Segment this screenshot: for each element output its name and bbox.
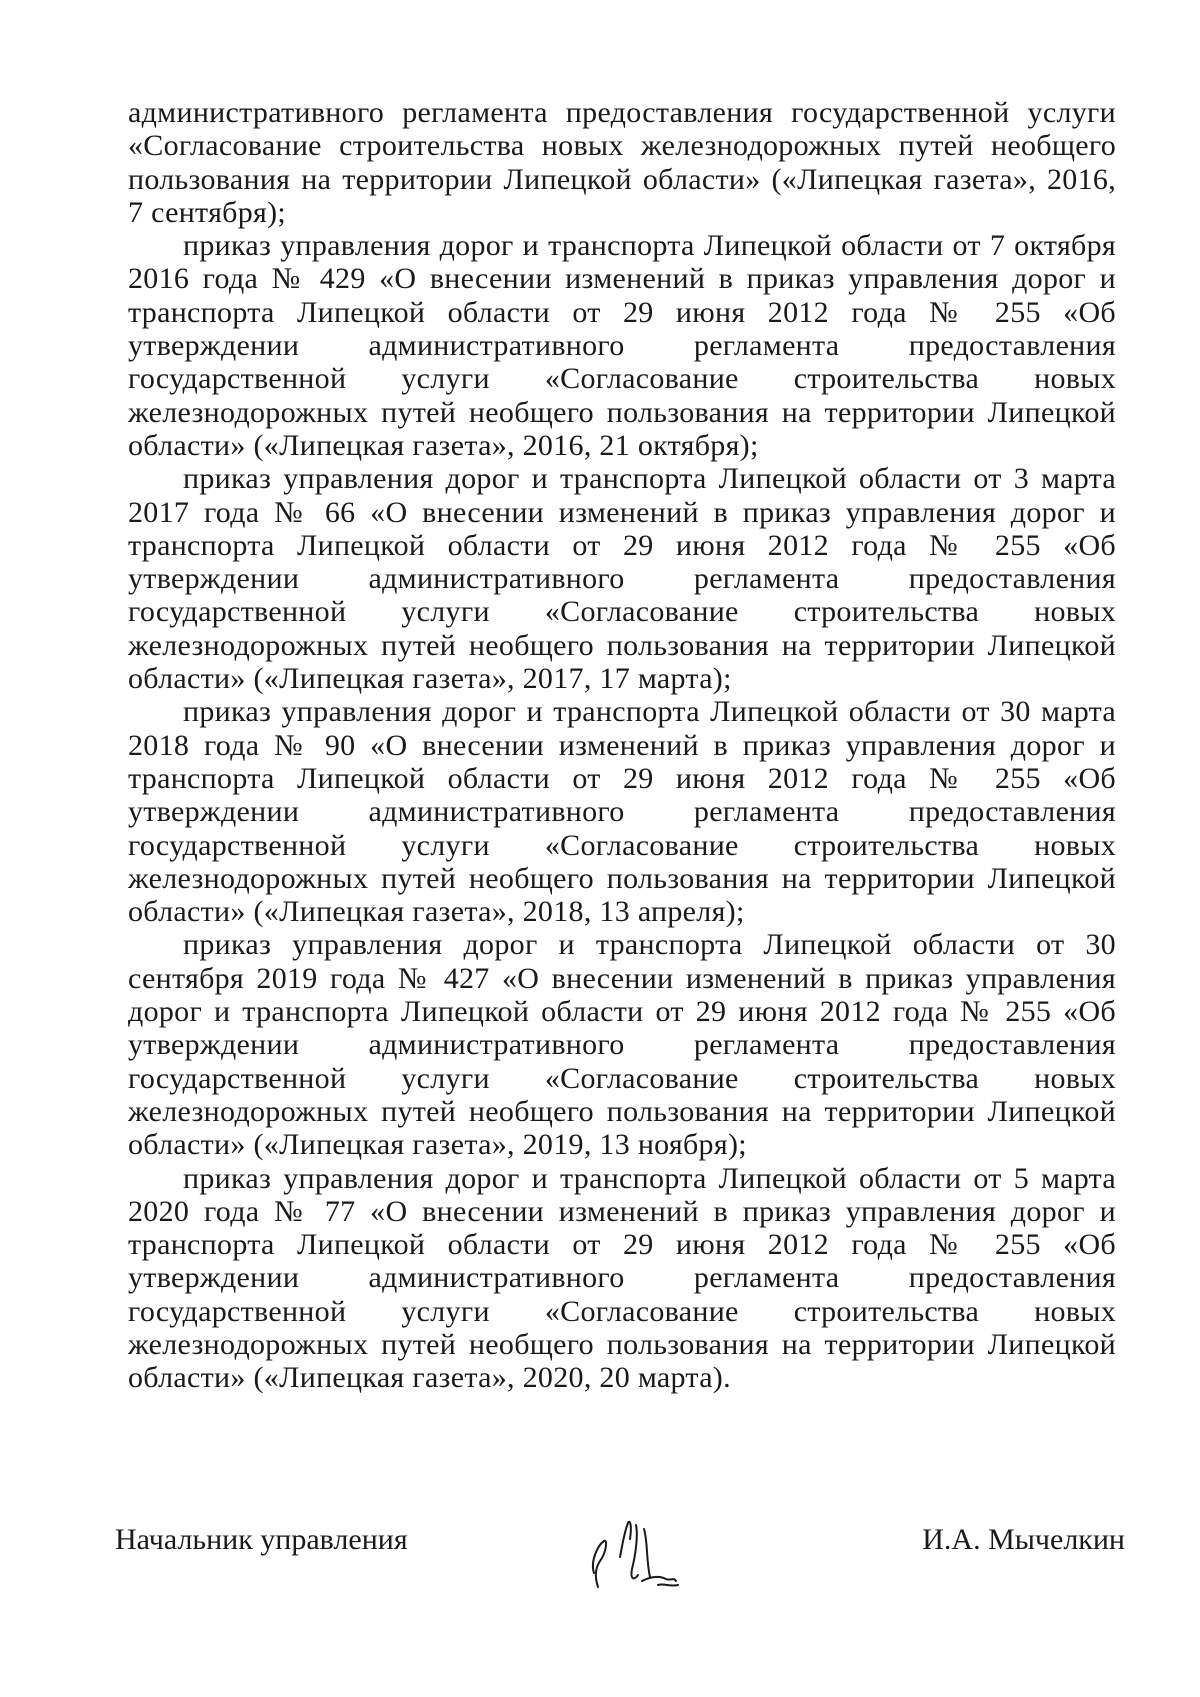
handwritten-signature-icon: [580, 1495, 700, 1605]
paragraph-order-2018-03: приказ управления дорог и транспорта Липецкой области от 30 марта 2018 года № 90 «О внесении изменений в приказ управления дорог и транспорта Липецкой области от 29 июня 2012 года № 255 «Об утверждении административного регламента предоставления государственной услуги «Согласование строительства новых железнодорожных путей необщего пользования на территории Липецкой области» («Липецкая газета», 2018, 13 апреля);: [128, 695, 1116, 929]
document-body: [128, 96, 1116, 1395]
signatory-name: И.А. Мычелкин: [922, 1523, 1125, 1556]
signature-block: [115, 1495, 1125, 1605]
paragraph-order-2019-09: приказ управления дорог и транспорта Липецкой области от 30 сентября 2019 года № 427 «О внесении изменений в приказ управления дорог и транспорта Липецкой области от 29 июня 2012 года № 255 «Об утверждении административного регламента предоставления государственной услуги «Согласование строительства новых железнодорожных путей необщего пользования на территории Липецкой области» («Липецкая газета», 2019, 13 ноября);: [128, 928, 1116, 1162]
paragraph-continuation: административного регламента предоставления государственной услуги «Согласование строительства новых железнодорожных путей необщего пользования на территории Липецкой области» («Липецкая газета», 2016, 7 сентября);: [128, 96, 1116, 229]
paragraph-order-2020-03: приказ управления дорог и транспорта Липецкой области от 5 марта 2020 года № 77 «О внесении изменений в приказ управления дорог и транспорта Липецкой области от 29 июня 2012 года № 255 «Об утверждении административного регламента предоставления государственной услуги «Согласование строительства новых железнодорожных путей необщего пользования на территории Липецкой области» («Липецкая газета», 2020, 20 марта).: [128, 1161, 1116, 1395]
paragraph-order-2017-03: приказ управления дорог и транспорта Липецкой области от 3 марта 2017 года № 66 «О внесении изменений в приказ управления дорог и транспорта Липецкой области от 29 июня 2012 года № 255 «Об утверждении административного регламента предоставления государственной услуги «Согласование строительства новых железнодорожных путей необщего пользования на территории Липецкой области» («Липецкая газета», 2017, 17 марта);: [128, 462, 1116, 696]
signatory-position: Начальник управления: [115, 1523, 408, 1556]
paragraph-order-2016-10: приказ управления дорог и транспорта Липецкой области от 7 октября 2016 года № 429 «О внесении изменений в приказ управления дорог и транспорта Липецкой области от 29 июня 2012 года № 255 «Об утверждении административного регламента предоставления государственной услуги «Согласование строительства новых железнодорожных путей необщего пользования на территории Липецкой области» («Липецкая газета», 2016, 21 октября);: [128, 229, 1116, 462]
